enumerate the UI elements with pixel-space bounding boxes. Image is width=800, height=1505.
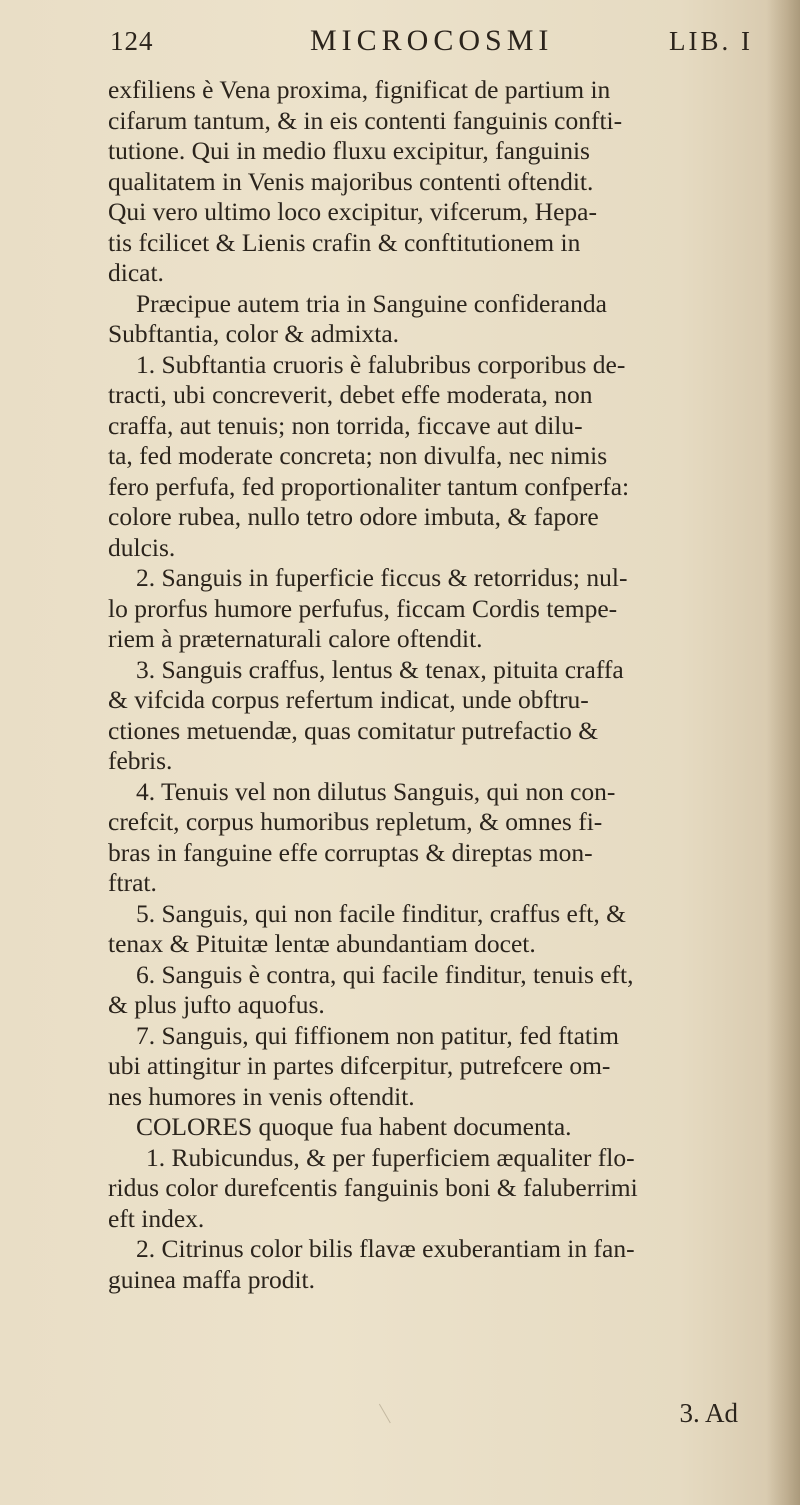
text-line: 1. Rubicundus, & per fuperficiem æqualiter flo-: [146, 1142, 635, 1172]
text-line: riem à præternaturali calore oftendit.: [108, 624, 483, 653]
text-line: Præcipue autem tria in Sanguine confideranda: [136, 288, 607, 318]
text-line: exfiliens è Vena proxima, fignificat de partium in: [108, 75, 611, 104]
book-label: LIB. I: [669, 26, 753, 56]
text-line: dulcis.: [108, 532, 176, 562]
text-line: 1. Subftantia cruoris è falubribus corporibus de-: [136, 349, 626, 379]
body-text: [108, 75, 793, 1295]
text-line: Subftantia, color & admixta.: [108, 319, 400, 348]
text-line: 4. Tenuis vel non dilutus Sanguis, qui non con-: [136, 776, 616, 806]
text-line: tenax & Pituitæ lentæ abundantiam docet.: [108, 929, 536, 958]
text-line: 7. Sanguis, qui fiffionem non patitur, fed ftatim: [136, 1020, 619, 1050]
text-line: qualitatem in Venis majoribus contenti oftendit.: [108, 166, 594, 196]
text-line: dicat.: [108, 258, 164, 287]
text-line: guinea maffa prodit.: [108, 1264, 316, 1294]
section-heading-line: COLORES quoque fua habent documenta.: [136, 1112, 572, 1141]
text-line: tutione. Qui in medio fluxu excipitur, fanguinis: [108, 136, 590, 165]
text-line: Qui vero ultimo loco excipitur, vifcerum, Hepa-: [108, 197, 597, 226]
running-title: MICROCOSMI: [310, 24, 554, 57]
text-line: & vifcida corpus refertum indicat, unde obftru-: [108, 685, 589, 714]
text-line: ctiones metuendæ, quas comitatur putrefactio &: [108, 715, 599, 745]
text-line: nes humores in venis oftendit.: [108, 1081, 415, 1111]
page-number: 124: [110, 26, 154, 56]
text-line: fero perfufa, fed proportionaliter tantum confperfa:: [108, 471, 630, 501]
text-line: ubi attingitur in partes difcerpitur, putrefcere om-: [108, 1051, 611, 1080]
text-line: craffa, aut tenuis; non torrida, ficcave aut dilu-: [108, 410, 583, 440]
text-line: 2. Citrinus color bilis flavæ exuberantiam in fan-: [136, 1234, 635, 1263]
text-line: colore rubea, nullo tetro odore imbuta, & fapore: [108, 502, 599, 531]
text-line: & plus jufto aquofus.: [108, 990, 325, 1019]
text-line: ta, fed moderate concreta; non divulfa, nec nimis: [108, 441, 608, 470]
text-line: ridus color durefcentis fanguinis boni & faluberrimi: [108, 1173, 638, 1202]
text-line: ftrat.: [108, 868, 157, 897]
text-line: 6. Sanguis è contra, qui facile finditur, tenuis eft,: [136, 959, 634, 989]
text-line: 3. Sanguis craffus, lentus & tenax, pituita craffa: [136, 654, 624, 684]
text-line: crefcit, corpus humoribus repletum, & omnes fi-: [108, 807, 603, 836]
paper-crease: [370, 1404, 391, 1429]
text-line: cifarum tantum, & in eis contenti fanguinis confti-: [108, 105, 623, 135]
text-line: 5. Sanguis, qui non facile finditur, craffus eft, &: [136, 898, 626, 928]
running-header: [110, 22, 765, 62]
catchword: 3. Ad: [679, 1398, 738, 1428]
text-line: tis fcilicet & Lienis crafin & conftitutionem in: [108, 227, 581, 257]
text-line: tracti, ubi concreverit, debet effe moderata, non: [108, 380, 593, 409]
text-line: bras in fanguine effe corruptas & direptas mon-: [108, 837, 593, 867]
text-line: eft index.: [108, 1203, 205, 1233]
text-line: febris.: [108, 746, 173, 775]
text-line: 2. Sanguis in fuperficie ficcus & retorridus; nul-: [136, 563, 628, 592]
text-line: lo prorfus humore perfufus, ficcam Cordis tempe-: [108, 593, 618, 623]
